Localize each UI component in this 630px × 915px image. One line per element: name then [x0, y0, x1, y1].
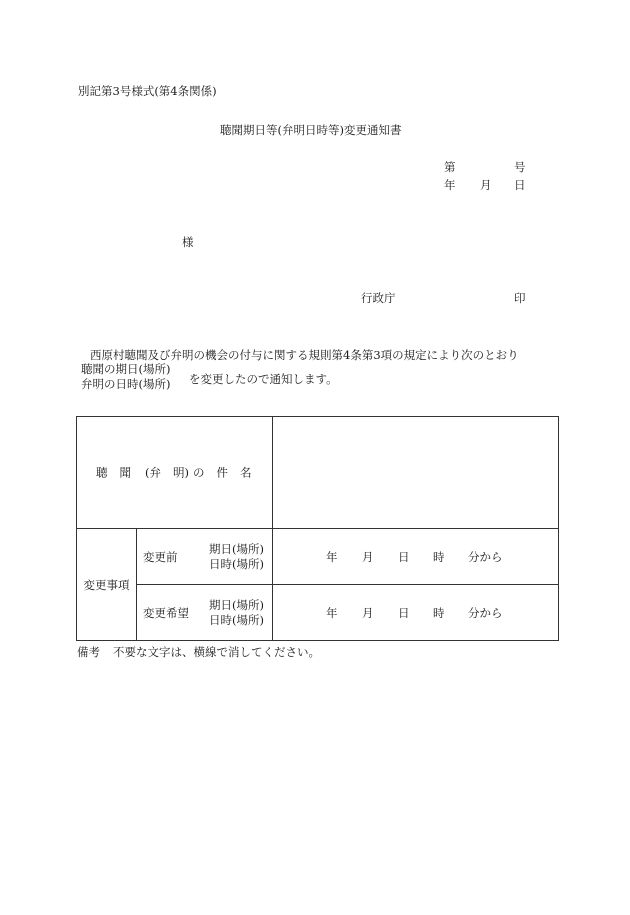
after-label: 変更希望 [143, 605, 189, 620]
after-day: 日 [398, 605, 410, 620]
after-hour: 時 [433, 605, 445, 620]
date-year: 年 [444, 178, 456, 192]
subject-char: 聴 [96, 464, 108, 479]
after-month: 月 [362, 605, 374, 620]
addressee-suffix: 様 [182, 235, 194, 249]
before-sub-time: 日時(場所) [209, 556, 264, 571]
body-tail: を変更したので通知します。 [189, 372, 338, 386]
after-sub-date: 期日(場所) [209, 597, 264, 612]
remarks-label: 備考 [77, 645, 100, 659]
before-datetime-cell[interactable] [273, 529, 559, 585]
after-year: 年 [326, 605, 338, 620]
date-day: 日 [514, 178, 526, 192]
subject-char: 名 [240, 464, 252, 479]
change-table [76, 416, 559, 641]
body-sentence: 西原村聴聞及び弁明の機会の付与に関する規則第4条第3項の規定により次のとおり [90, 348, 519, 362]
before-sublabels [209, 542, 264, 572]
subject-char: (弁 [145, 464, 161, 479]
body-options [81, 362, 170, 392]
date-month: 月 [480, 178, 492, 192]
after-sublabels [209, 598, 264, 628]
subject-char: 聞 [119, 464, 131, 479]
before-label-cell [137, 529, 273, 585]
body-option-hearing: 聴聞の期日(場所) [81, 362, 171, 376]
before-month: 月 [362, 549, 374, 564]
before-year: 年 [326, 549, 338, 564]
number-prefix: 第 [444, 160, 456, 174]
subject-char: 件 [216, 464, 228, 479]
before-day: 日 [398, 549, 410, 564]
subject-char: の [193, 464, 205, 479]
subject-label-cell [77, 417, 273, 529]
before-sub-date: 期日(場所) [209, 541, 264, 556]
before-label: 変更前 [143, 549, 178, 564]
body-option-explanation: 弁明の日時(場所) [81, 377, 171, 391]
subject-value-cell[interactable] [273, 417, 559, 529]
subject-label [96, 464, 252, 479]
agency-label: 行政庁 [361, 291, 396, 305]
after-label-cell [137, 585, 273, 641]
after-sub-time: 日時(場所) [209, 612, 264, 627]
before-minute: 分から [468, 549, 503, 564]
subject-char: 明) [173, 464, 189, 479]
before-hour: 時 [433, 549, 445, 564]
document-title: 聴聞期日等(弁明日時等)変更通知書 [220, 123, 402, 137]
seal-label: 印 [514, 291, 526, 305]
remarks-text: 不要な文字は、横線で消してください。 [113, 645, 320, 659]
change-items-label: 変更事項 [83, 577, 130, 592]
change-items-label-cell [77, 529, 137, 641]
number-suffix: 号 [514, 160, 526, 174]
form-reference: 別記第3号様式(第4条関係) [78, 84, 217, 98]
after-minute: 分から [468, 605, 503, 620]
after-datetime-cell[interactable] [273, 585, 559, 641]
